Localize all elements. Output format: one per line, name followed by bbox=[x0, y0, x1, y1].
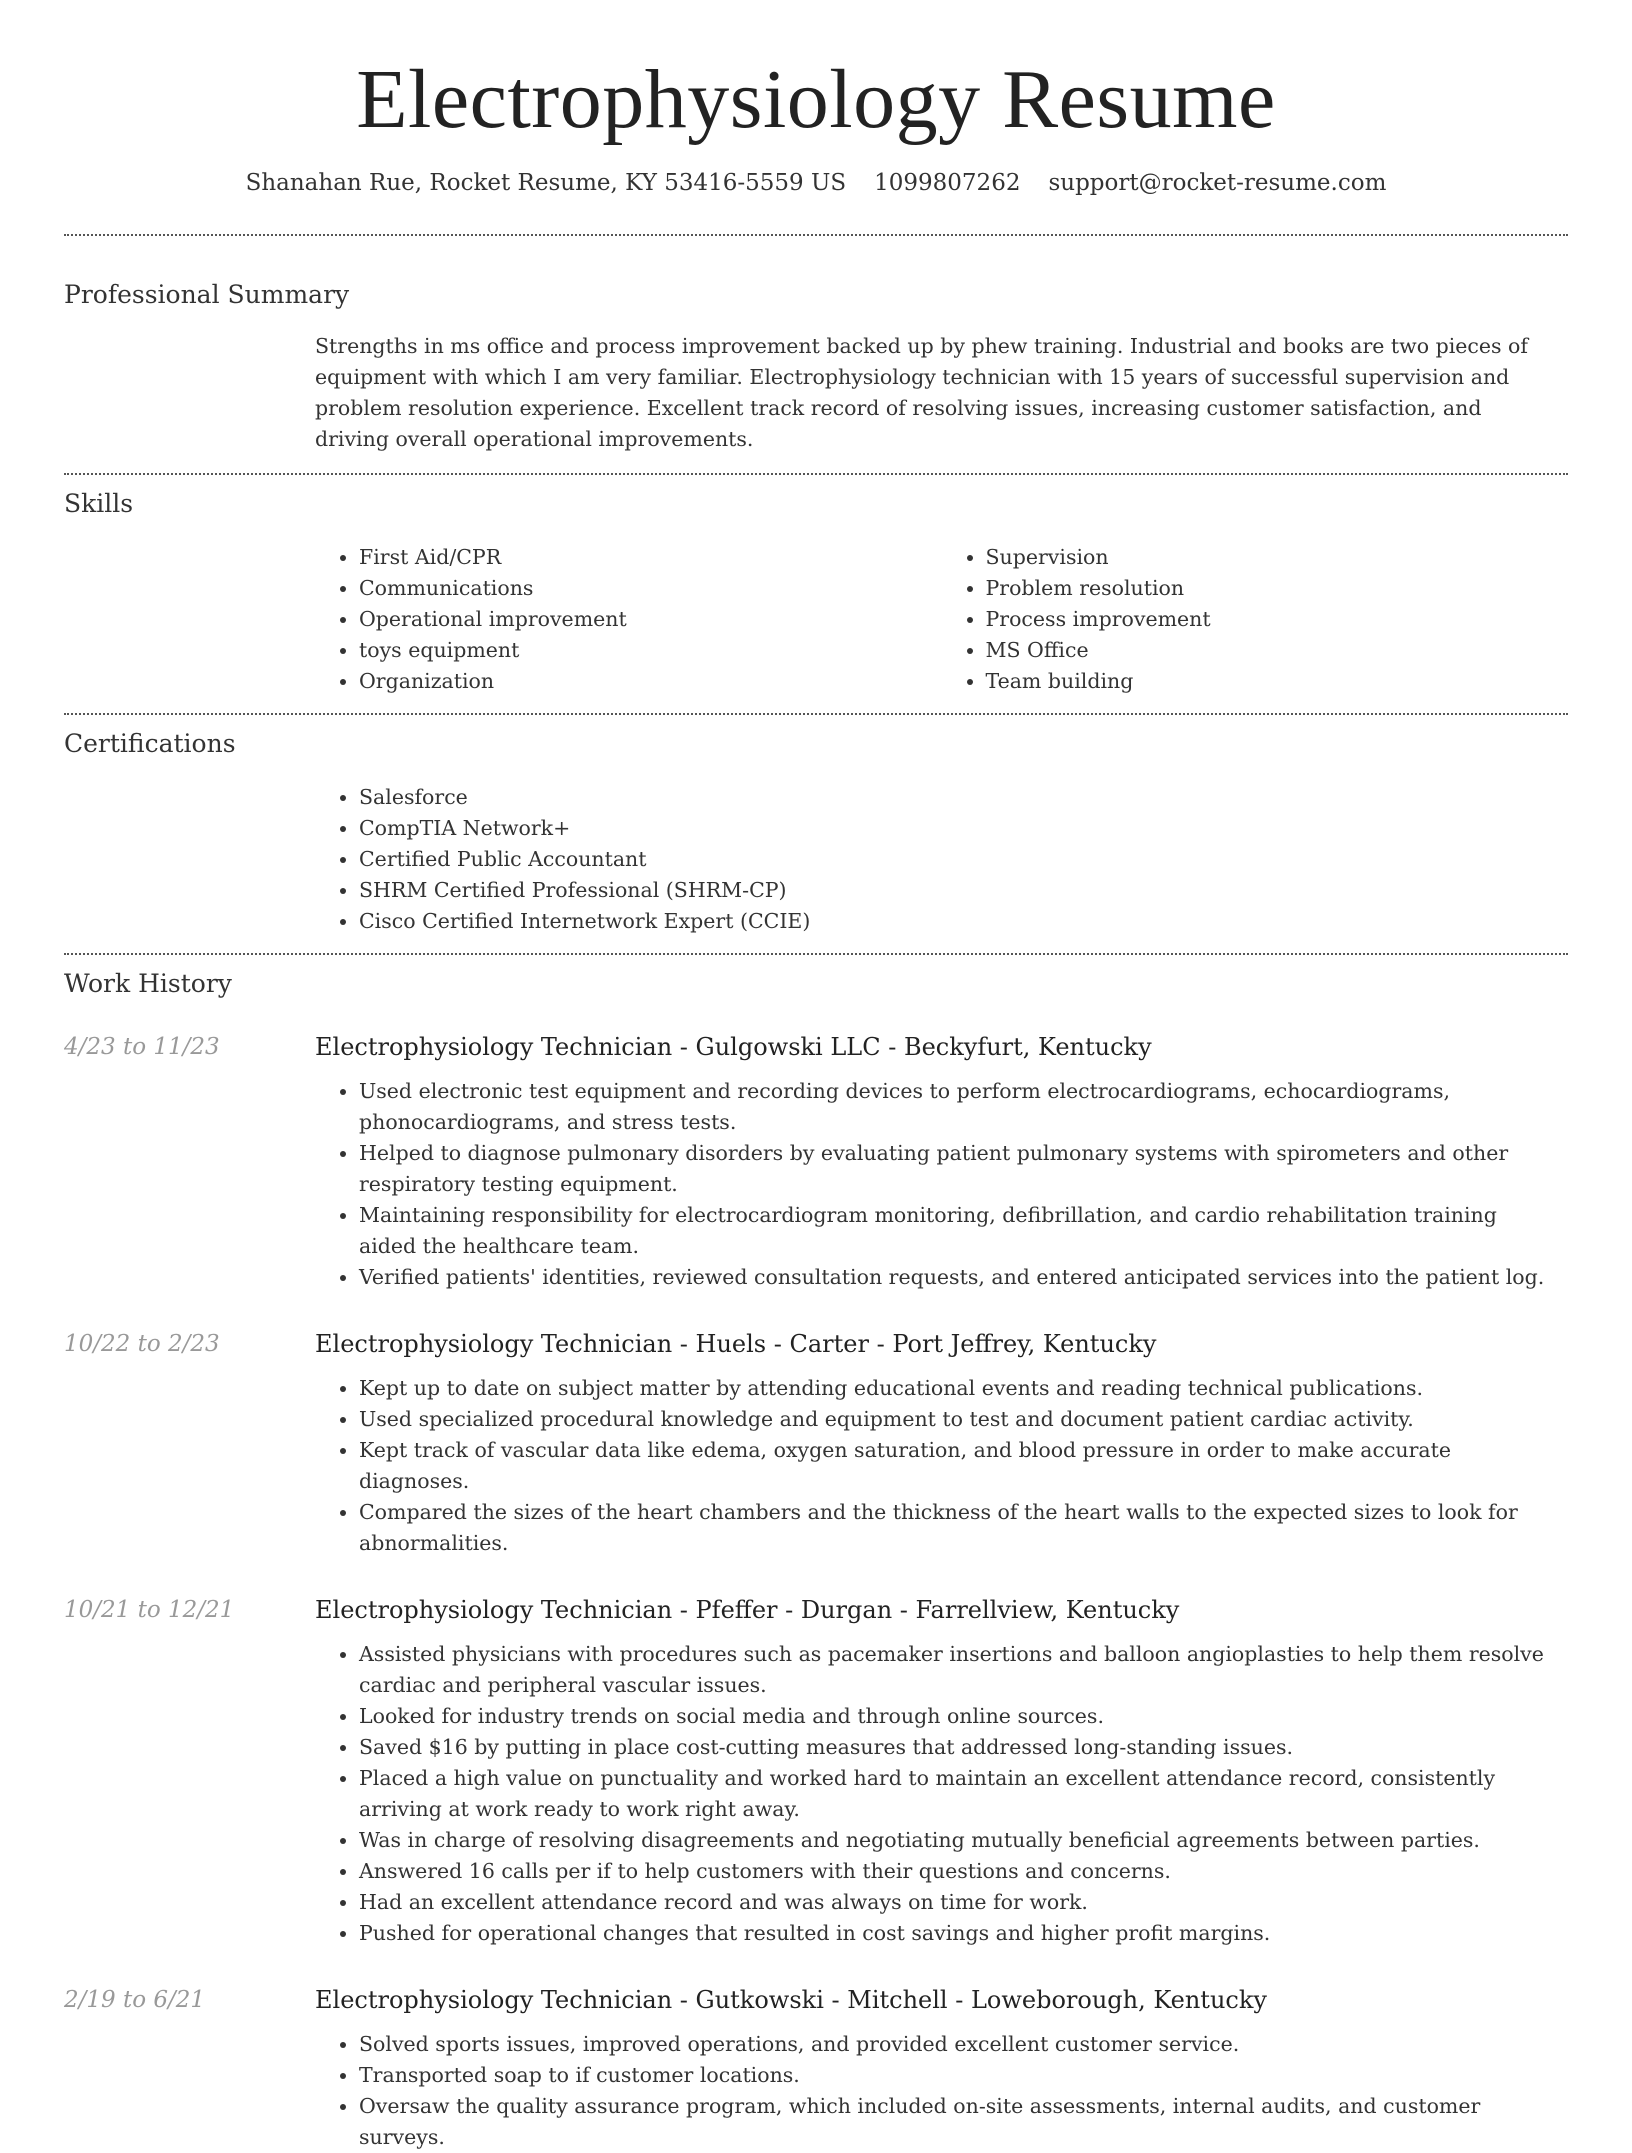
job-dates: 10/22 to 2/23 bbox=[64, 1331, 220, 1357]
job-bullet: • Helped to diagnose pulmonary disorders by evaluating patient pulmonary systems with spirometers and other respiratory testing equipment. bbox=[359, 1138, 1558, 1200]
job-dates: 2/19 to 6/21 bbox=[64, 1987, 206, 2013]
job-bullet: • Solved sports issues, improved operations, and provided excellent customer service. bbox=[359, 2029, 1558, 2060]
skills-list-left bbox=[315, 542, 942, 697]
certification-item: • Salesforce bbox=[359, 782, 1568, 813]
summary-heading: Professional Summary bbox=[64, 280, 350, 309]
skill-item: • Team building bbox=[986, 666, 1569, 697]
certifications-list bbox=[315, 782, 1568, 937]
job-bullet: • Used specialized procedural knowledge and equipment to test and document patient cardiac activity. bbox=[359, 1404, 1558, 1435]
job-entry bbox=[64, 1327, 1568, 1559]
skill-item: • MS Office bbox=[986, 635, 1569, 666]
skills-heading: Skills bbox=[64, 489, 134, 518]
job-details bbox=[315, 1983, 1568, 2153]
skills-list-right bbox=[942, 542, 1569, 697]
skill-item: • Supervision bbox=[986, 542, 1569, 573]
contact-email: support@rocket-resume.com bbox=[1048, 170, 1387, 196]
job-bullet: • Looked for industry trends on social media and through online sources. bbox=[359, 1701, 1558, 1732]
job-entry bbox=[64, 1030, 1568, 1293]
job-bullets bbox=[315, 1076, 1568, 1293]
skills-divider bbox=[64, 713, 1568, 715]
summary-divider bbox=[64, 473, 1568, 475]
job-dates: 10/21 to 12/21 bbox=[64, 1597, 235, 1623]
work-history-heading: Work History bbox=[64, 969, 232, 998]
job-bullet: • Had an excellent attendance record and was always on time for work. bbox=[359, 1887, 1558, 1918]
certification-item: • SHRM Certified Professional (SHRM-CP) bbox=[359, 875, 1568, 906]
contact-line bbox=[64, 170, 1568, 196]
job-bullets bbox=[315, 1373, 1568, 1559]
skill-item: • Process improvement bbox=[986, 604, 1569, 635]
header-divider bbox=[64, 234, 1568, 236]
certification-item: • Certified Public Accountant bbox=[359, 844, 1568, 875]
job-bullet: • Used electronic test equipment and recording devices to perform electrocardiograms, echocardiograms, phonocardiograms, and stress tests. bbox=[359, 1076, 1558, 1138]
job-bullet: • Maintaining responsibility for electrocardiogram monitoring, defibrillation, and cardio rehabilitation training aided the healthcare team. bbox=[359, 1200, 1558, 1262]
job-details bbox=[315, 1327, 1568, 1559]
job-bullets bbox=[315, 1639, 1568, 1949]
job-details bbox=[315, 1593, 1568, 1949]
job-bullet: • Answered 16 calls per if to help customers with their questions and concerns. bbox=[359, 1856, 1558, 1887]
skills-grid bbox=[315, 542, 1568, 697]
job-dates: 4/23 to 11/23 bbox=[64, 1034, 220, 1060]
job-bullet: • Verified patients' identities, reviewed consultation requests, and entered anticipated services into the patient log. bbox=[359, 1262, 1558, 1293]
job-bullet: • Was in charge of resolving disagreements and negotiating mutually beneficial agreements between parties. bbox=[359, 1825, 1558, 1856]
certifications-heading: Certifications bbox=[64, 729, 236, 758]
job-bullet: • Pushed for operational changes that resulted in cost savings and higher profit margins. bbox=[359, 1918, 1558, 1949]
job-bullet: • Oversaw the quality assurance program, which included on-site assessments, internal audits, and customer surveys. bbox=[359, 2091, 1558, 2153]
certifications-divider bbox=[64, 953, 1568, 955]
job-bullet: • Saved $16 by putting in place cost-cutting measures that addressed long-standing issues. bbox=[359, 1732, 1558, 1763]
job-bullet: • Assisted physicians with procedures such as pacemaker insertions and balloon angioplasties to help them resolve cardiac and peripheral vascular issues. bbox=[359, 1639, 1558, 1701]
skill-item: • Problem resolution bbox=[986, 573, 1569, 604]
job-heading: Electrophysiology Technician - Gutkowski - Mitchell - Loweborough, Kentucky bbox=[315, 1986, 1267, 2014]
job-heading: Electrophysiology Technician - Gulgowski LLC - Beckyfurt, Kentucky bbox=[315, 1033, 1152, 1061]
summary-text: Strengths in ms office and process improvement backed up by phew training. Industrial and books are two pieces of equipment with which I am very familiar. Electrophysiology technician with 15 years of successful supervision and problem resolution experience. Excellent track record of resolving issues, increasing customer satisfaction, and driving overall operational improvements. bbox=[315, 334, 1528, 451]
certification-item: • CompTIA Network+ bbox=[359, 813, 1568, 844]
certifications-block bbox=[315, 782, 1568, 937]
skill-item: • toys equipment bbox=[359, 635, 942, 666]
skill-item: • Communications bbox=[359, 573, 942, 604]
skill-item: • Operational improvement bbox=[359, 604, 942, 635]
skill-item: • Organization bbox=[359, 666, 942, 697]
resume-page bbox=[64, 0, 1568, 2153]
job-bullet: • Kept track of vascular data like edema, oxygen saturation, and blood pressure in order to make accurate diagnoses. bbox=[359, 1435, 1558, 1497]
job-bullets bbox=[315, 2029, 1568, 2153]
job-heading: Electrophysiology Technician - Huels - Carter - Port Jeffrey, Kentucky bbox=[315, 1330, 1157, 1358]
job-bullet: • Kept up to date on subject matter by attending educational events and reading technical publications. bbox=[359, 1373, 1558, 1404]
certification-item: • Cisco Certified Internetwork Expert (CCIE) bbox=[359, 906, 1568, 937]
skill-item: • First Aid/CPR bbox=[359, 542, 942, 573]
contact-phone: 1099807262 bbox=[874, 170, 1021, 196]
contact-address: Shanahan Rue, Rocket Resume, KY 53416-5559 US bbox=[245, 170, 847, 196]
job-entry bbox=[64, 1983, 1568, 2153]
job-heading: Electrophysiology Technician - Pfeffer - Durgan - Farrellview, Kentucky bbox=[315, 1596, 1180, 1624]
job-bullet: • Compared the sizes of the heart chambers and the thickness of the heart walls to the expected sizes to look for abnormalities. bbox=[359, 1497, 1558, 1559]
job-entry bbox=[64, 1593, 1568, 1949]
job-details bbox=[315, 1030, 1568, 1293]
job-bullet: • Transported soap to if customer locations. bbox=[359, 2060, 1558, 2091]
job-bullet: • Placed a high value on punctuality and worked hard to maintain an excellent attendance record, consistently arriving at work ready to work right away. bbox=[359, 1763, 1558, 1825]
resume-title: Electrophysiology Resume bbox=[356, 53, 1276, 146]
